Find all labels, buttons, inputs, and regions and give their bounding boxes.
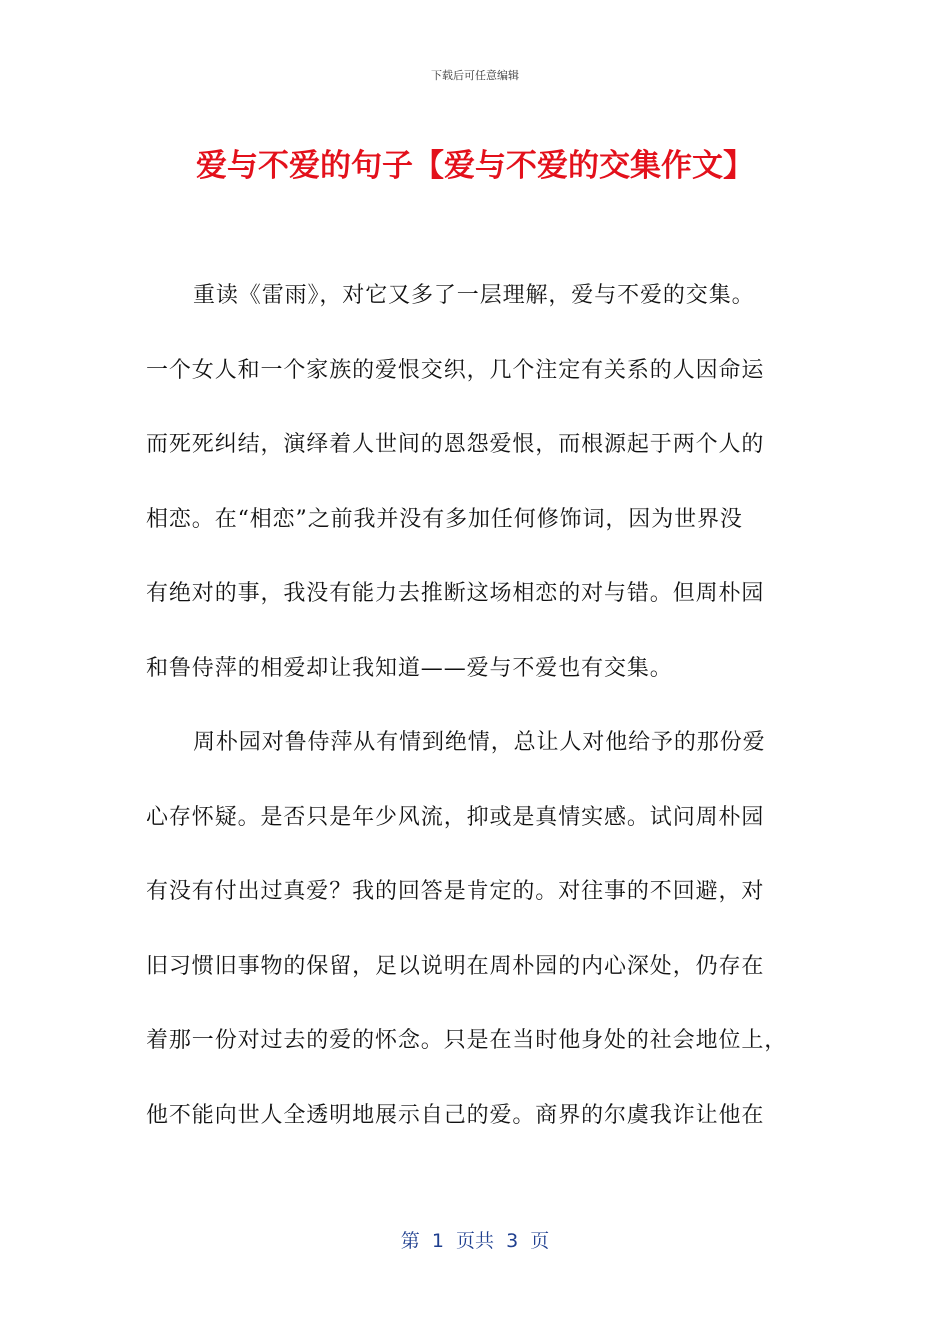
document-body [146,270,806,1164]
paragraph-1-line-1: 重读《雷雨》，对它又多了一层理解，爱与不爱的交集。 [193,283,755,308]
paragraph-1-line-5: 有绝对的事，我没有能力去推断这场相恋的对与错。但周朴园 [146,581,765,606]
paragraph-2-line-3: 有没有付出过真爱？我的回答是肯定的。对往事的不回避，对 [146,879,765,904]
paragraph-2-line-5: 着那一份对过去的爱的怀念。只是在当时他身处的社会地位上， [146,1028,788,1053]
paragraph-1-line-4: 相恋。在“相恋”之前我并没有多加任何修饰词，因为世界没 [146,506,743,532]
paragraph-2-line-1: 周朴园对鲁侍萍从有情到绝情，总让人对他给予的那份爱 [193,730,766,755]
paragraph-1-line-2: 一个女人和一个家族的爱恨交织，几个注定有关系的人因命运 [146,357,765,383]
paragraph-2-line-6: 他不能向世人全透明地展示自己的爱。商界的尔虞我诈让他在 [146,1102,765,1128]
paragraph-2-line-4: 旧习惯旧事物的保留，足以说明在周朴园的内心深处，仍存在 [146,953,765,979]
document-title: 爱与不爱的句子【爱与不爱的交集作文】 [196,148,754,184]
paragraph-1-line-6: 和鲁侍萍的相爱却让我知道——爱与不爱也有交集。 [146,655,673,681]
paragraph-2-line-2: 心存怀疑。是否只是年少风流，抑或是真情实感。试问周朴园 [146,804,765,830]
page-number: 第 1 页共 3 页 [400,1230,550,1252]
header-note: 下载后可任意编辑 [431,69,519,82]
paragraph-1-line-3: 而死死纠结，演绎着人世间的恩怨爱恨，而根源起于两个人的 [146,432,765,457]
